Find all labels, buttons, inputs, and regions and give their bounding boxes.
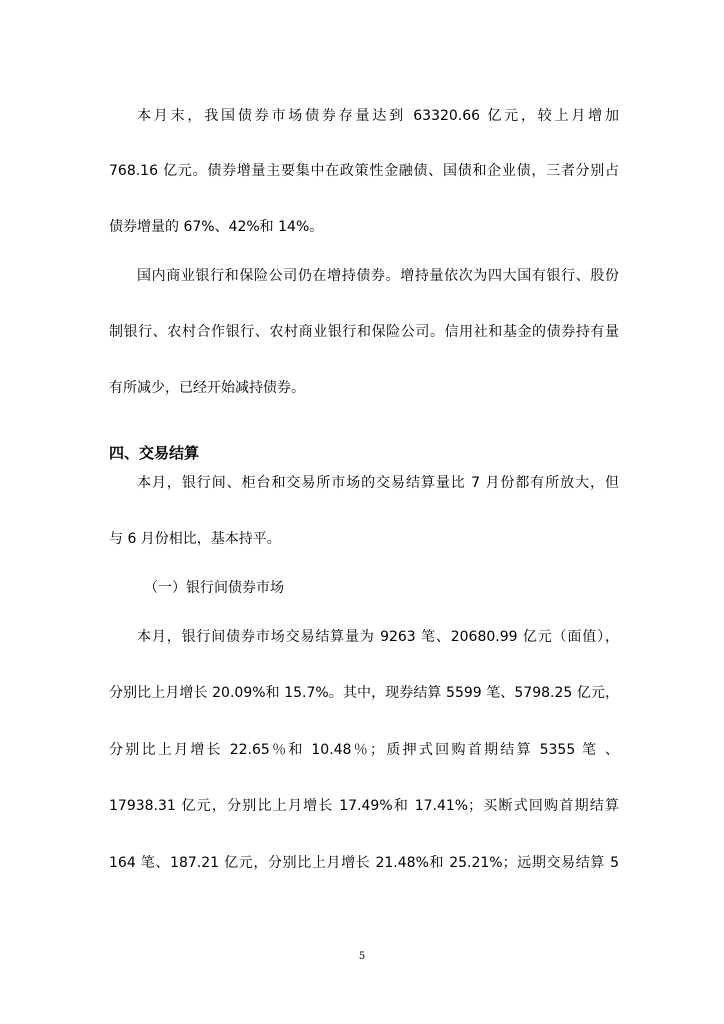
section-4-intro-line-2: 与 6 月份相比，基本持平。	[109, 531, 281, 547]
subsection-1-line-1: 本月，银行间债券市场交易结算量为 9263 笔、20680.99 亿元（面值），	[137, 629, 619, 645]
paragraph-2-line-3: 有所减少，已经开始减持债券。	[109, 380, 305, 396]
section-4-intro-line-1: 本月，银行间、柜台和交易所市场的交易结算量比 7 月份都有所放大，但	[137, 475, 619, 491]
paragraph-2-line-2: 制银行、农村合作银行、农村商业银行和保险公司。信用社和基金的债券持有量	[109, 324, 619, 340]
subsection-1-line-2: 分别比上月增长 20.09%和 15.7%。其中，现券结算 5599 笔、5798.25 亿元，	[109, 685, 619, 701]
section-4-heading: 四、交易结算	[109, 444, 200, 462]
page-number: 5	[358, 951, 366, 962]
paragraph-1-line-1: 本月末，我国债券市场债券存量达到 63320.66 亿元，较上月增加	[137, 108, 619, 124]
paragraph-1-line-3: 债券增量的 67%、42%和 14%。	[109, 219, 324, 235]
subsection-1-line-3: 分别比上月增长 22.65％和 10.48％；质押式回购首期结算 5355 笔 、	[109, 742, 619, 758]
paragraph-1-line-2: 768.16 亿元。债券增量主要集中在政策性金融债、国债和企业债，三者分别占	[109, 163, 619, 179]
subsection-1-line-5: 164 笔、187.21 亿元，分别比上月增长 21.48%和 25.21%；远期交易结算 5	[109, 855, 619, 871]
subsection-1-line-4: 17938.31 亿元，分别比上月增长 17.49%和 17.41%；买断式回购首期结算	[109, 798, 619, 814]
subsection-1-heading: （一）银行间债券市场	[144, 580, 284, 596]
paragraph-2-line-1: 国内商业银行和保险公司仍在增持债券。增持量依次为四大国有银行、股份	[137, 268, 619, 284]
